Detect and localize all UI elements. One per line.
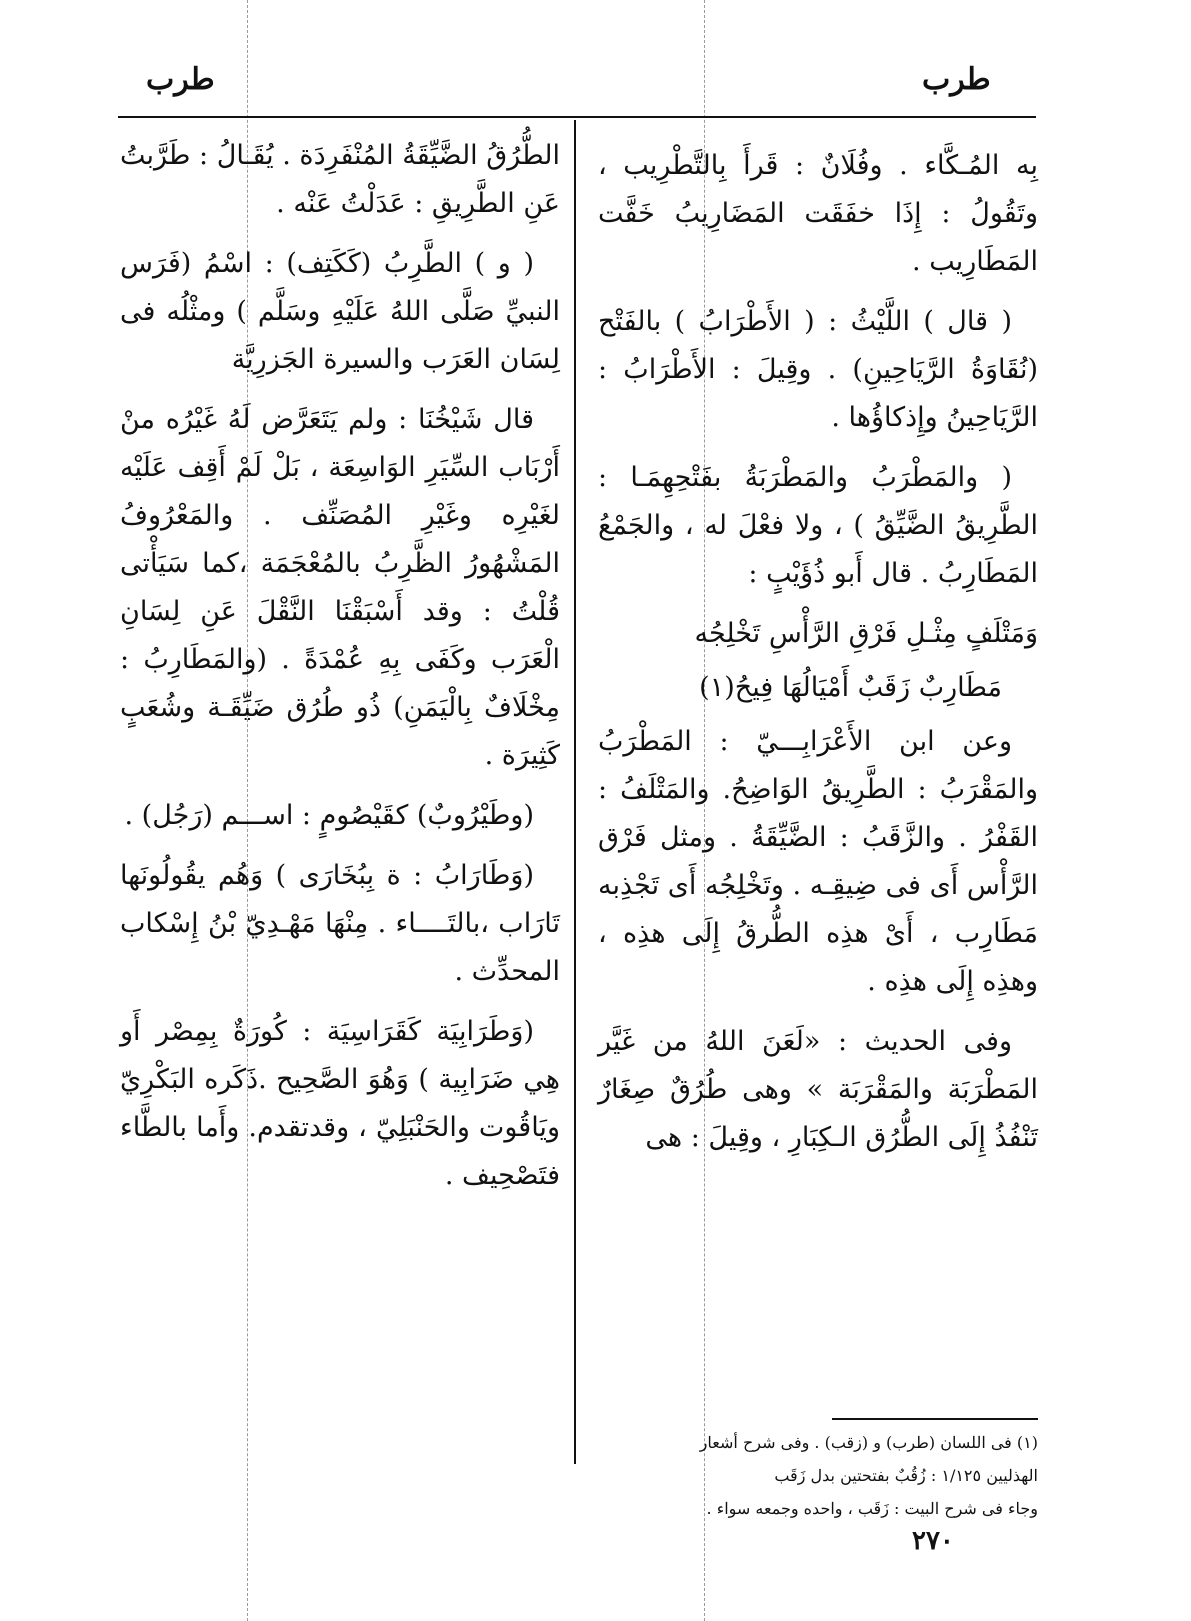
footnote [598,1426,1038,1525]
paragraph: الطُّرُقُ الضَّيِّقَةُ المُنْفَرِدَة . يُقَـالُ : طَرَّبتُ عَنِ الطَّرِيقِ : عَدَلْتُ عَنْه . [120,140,560,219]
running-head-right: طرب [922,62,991,97]
header-rule [118,116,1036,118]
paragraph: (وَطَارَابُ : ة بِبُخَارَى ) وَهُم يقُولُونَها تَارَاب ،بالتَــــاء . مِنْهَا مَهْـدِيّ بْنُ إِسْكاب المحدِّث . [120,860,560,987]
paragraph: ( والمَطْرَبُ والمَطْرَبَةُ بفَتْحِهِمَـا : الطَّرِيقُ الضَّيِّقُ ) ، ولا فعْلَ له ، والجَمْعُ المَطَارِبُ . قال أَبو ذُؤَيْبٍ : [598,462,1038,589]
paragraph: وعن ابن الأَعْرَابِـــيّ : المَطْرَبُ والمَقْرَبُ : الطَّرِيقُ الوَاضِحُ. والمَتْلَفُ : القَفْرُ . والزَّقَبُ : الضَّيِّقَةُ . ومثل فَرْق الرَّأْس أَى فى ضِيقِـه . وتَخْلِجُه أَى تَجْذِبه مَطَارِب ، أَىْ هذِه الطُّرقُ إِلَى هذِه ، وهذِه إِلَى هذِه . [598,726,1038,997]
paragraph: (وَطَرَابِيَة كَقَرَاسِيَة : كُورَةٌ بِمِصْر أَو هِي ضَرَابِية ) وَهُوَ الصَّحِيح .ذَكَره البَكْرِيّ ويَاقُوت والحَنْبَلِيّ ، وقدتقدم. وأَما بالطَّاء فتَصْحِيف . [120,1016,560,1191]
left-column [120,132,560,1212]
paragraph: (وطَيْرُوبٌ) كقَيْصُومٍ : اســـم (رَجُل) . [124,800,534,831]
paragraph: وفى الحديث : «لَعَنَ اللهُ من غَيَّر المَطْرَبَة والمَقْرَبَة » وهى طُرُقٌ صِغَارٌ تَنْفُذُ إِلَى الطُّرُق الـكِبَارِ ، وقِيلَ : هى [598,1026,1038,1153]
paragraph: ( قال ) اللَّيْثُ : ( الأَطْرَابُ ) بالفَتْح (نُقَاوَةُ الرَّيَاحِينِ) . وقِيلَ : الأَطْرَابُ : الرَّيَاحِينُ وإِذكاؤُها . [598,306,1038,433]
right-column [598,142,1038,1174]
running-head-left: طرب [146,62,215,97]
footnote-line: (١) فى اللسان (طرب) و (زقب) . وفى شرح أشعار [699,1433,1038,1452]
page-number: ٢٧٠ [912,1526,954,1556]
footnote-line: الهذليين ١/١٢٥ : زُقُبٌ بفتحتين بدل زَقَب [774,1466,1038,1485]
verse-line: وَمَتْلَفٍ مِثْـلِ فَرْقِ الرَّأْسِ تَخْلِجُه [694,618,1038,649]
paragraph: قال شَيْخُنَا : ولم يَتَعَرَّض لَهُ غَيْرُه منْ أَرْبَاب السِّيَرِ الوَاسِعَة ، بَلْ لَمْ أَقِف عَلَيْه لغَيْرِه وغَيْرِ المُصَنِّف . والمَعْرُوفُ المَشْهُورُ الظَّرِبُ بالمُعْجَمَة ،كما سَيَأْتى قُلْتُ : وقد أَسْبَقْنَا النَّقْلَ عَنِ لِسَانِ الْعَرَب وكَفَى بِهِ عُمْدَةً . (والمَطَارِبُ : مِخْلَافٌ بِالْيَمَنِ) ذُو طُرُق ضَيِّقَـة وشُعَبٍ كَثِيرَة . [120,404,560,771]
paragraph: بِه المُـكَّاء . وفُلَانٌ : قَرأَ بِالتَّطْرِيب ، وتَقُولُ : إِذَا خفَقَت المَضَارِيبُ خَفَّت المَطَارِيب . [598,150,1038,277]
footnote-line: وجاء فى شرح البيت : زَقَب ، واحده وجمعه سواء . [706,1499,1038,1518]
verse-line: مَطَارِبٌ زَقَبٌ أَمْيَالُهَا فِيحُ(١) [699,672,1002,703]
paragraph: ( و ) الطَّرِبُ (كَكَتِف) : اسْمُ (فَرَس النبيِّ صَلَّى اللهُ عَلَيْهِ وسَلَّم ) ومثْلُه فى لِسَان العَرَب والسيرة الجَزرِيَّة [120,248,560,375]
column-divider [574,120,576,1464]
footnote-rule [832,1418,1038,1420]
